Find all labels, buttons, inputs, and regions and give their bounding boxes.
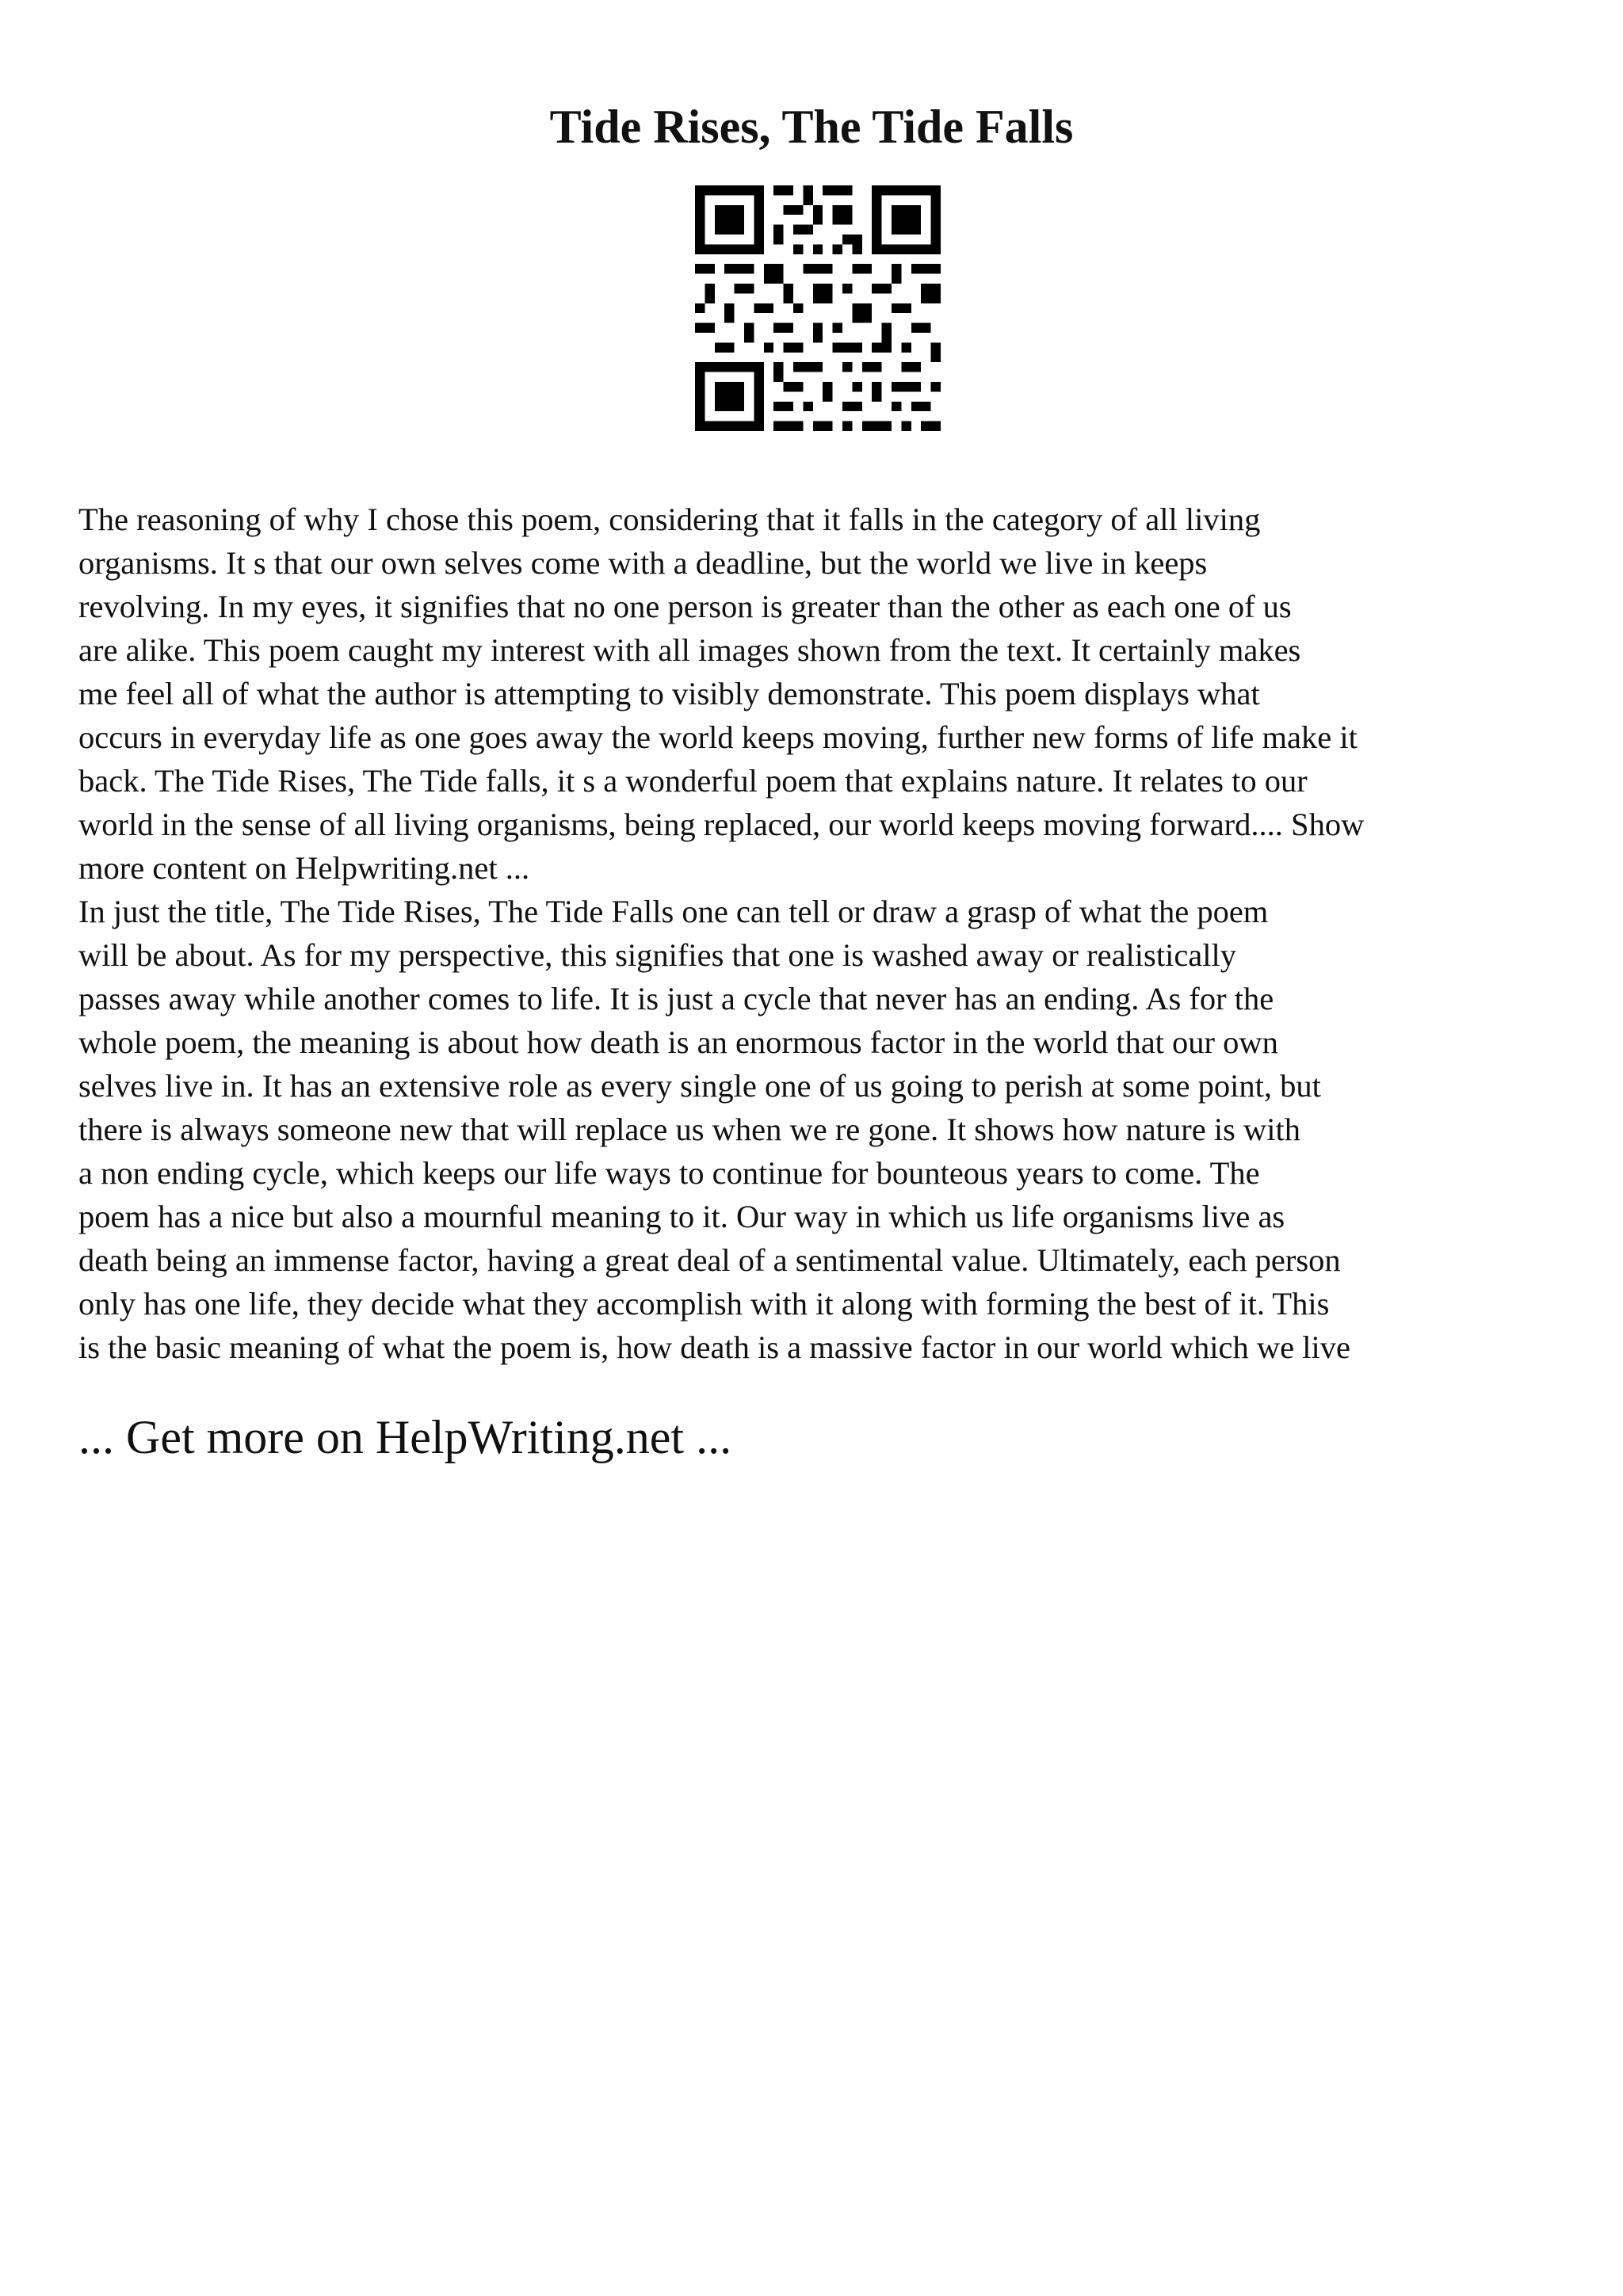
body-line: there is always someone new that will replace us when we re gone. It shows how nature is with — [78, 1112, 1300, 1147]
qr-code — [695, 185, 941, 431]
qr-code-icon — [695, 185, 941, 431]
body-line: selves live in. It has an extensive role as every single one of us going to perish at some point, but — [78, 1068, 1321, 1104]
body-line: more content on Helpwriting.net ... — [78, 850, 530, 886]
body-line: whole poem, the meaning is about how death is an enormous factor in the world that our own — [78, 1024, 1278, 1060]
body-line: The reasoning of why I chose this poem, considering that it falls in the category of all living — [78, 502, 1261, 537]
get-more-link[interactable]: ... Get more on HelpWriting.net ... — [78, 1411, 732, 1463]
body-line: revolving. In my eyes, it signifies that no one person is greater than the other as each one of us — [78, 589, 1292, 624]
document-title: Tide Rises, The Tide Falls — [549, 101, 1074, 153]
body-line: In just the title, The Tide Rises, The Tide Falls one can tell or draw a grasp of what the poem — [78, 894, 1269, 929]
body-line: me feel all of what the author is attempting to visibly demonstrate. This poem displays what — [78, 676, 1260, 711]
body-line: world in the sense of all living organisms, being replaced, our world keeps moving forward.... Show — [78, 807, 1365, 842]
body-line: back. The Tide Rises, The Tide falls, it s a wonderful poem that explains nature. It relates to our — [78, 763, 1308, 799]
body-line: occurs in everyday life as one goes away the world keeps moving, further new forms of life make it — [78, 719, 1358, 755]
body-line: poem has a nice but also a mournful meaning to it. Our way in which us life organisms live as — [78, 1199, 1285, 1234]
body-line: are alike. This poem caught my interest with all images shown from the text. It certainly makes — [78, 632, 1301, 668]
body-paragraph — [78, 498, 1568, 1369]
body-line: will be about. As for my perspective, this signifies that one is washed away or realistically — [78, 937, 1237, 973]
body-line: only has one life, they decide what they accomplish with it along with forming the best of it. This — [78, 1286, 1330, 1322]
body-line: a non ending cycle, which keeps our life ways to continue for bounteous years to come. The — [78, 1155, 1260, 1191]
body-line: organisms. It s that our own selves come with a deadline, but the world we live in keeps — [78, 545, 1208, 581]
body-line: death being an immense factor, having a great deal of a sentimental value. Ultimately, each person — [78, 1242, 1341, 1278]
body-line: is the basic meaning of what the poem is, how death is a massive factor in our world which we live — [78, 1329, 1350, 1365]
body-line: passes away while another comes to life. It is just a cycle that never has an ending. As for the — [78, 981, 1274, 1016]
